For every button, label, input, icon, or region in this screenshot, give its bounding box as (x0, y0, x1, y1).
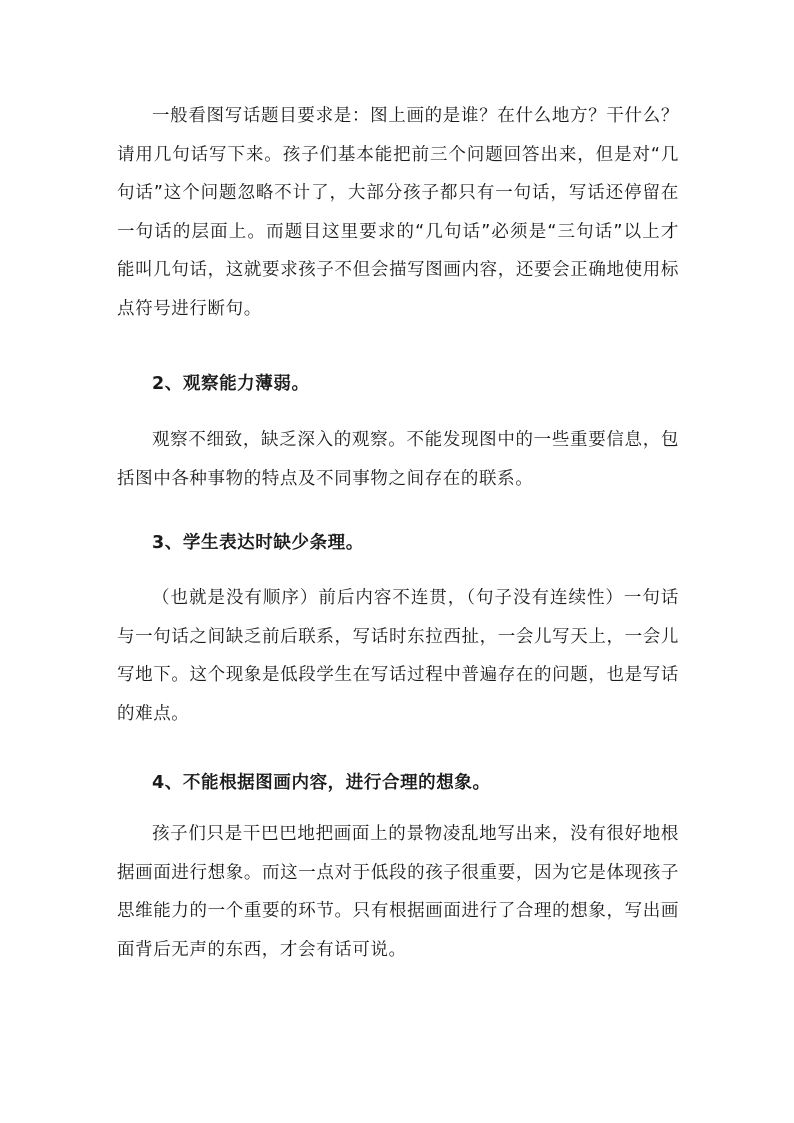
heading-observation-weak: 2、观察能力薄弱。 (152, 374, 310, 394)
paragraph-writing-requirements: 一般看图写话题目要求是：图上画的是谁？在什么地方？干什么？请用几句话写下来。孩子们基本能把前三个问题回答出来，但是对“几句话”这个问题忽略不计了，大部分孩子都只有一句话，写话还停留在一句话的层面上。而题目这里要求的“几句话”必须是“三句话”以上才能叫几句话，这就要求孩子不但会描写图画内容，还要会正确地使用标点符号进行断句。 (117, 106, 679, 319)
paragraph-observation: 观察不细致，缺乏深入的观察。不能发现图中的一些重要信息，包括图中各种事物的特点及不同事物之间存在的联系。 (117, 430, 679, 489)
heading-imagination: 4、不能根据图画内容，进行合理的想象。 (152, 773, 491, 793)
paragraph-imagination: 孩子们只是干巴巴地把画面上的景物凌乱地写出来，没有很好地根据画面进行想象。而这一点对于低段的孩子很重要，因为它是体现孩子思维能力的一个重要的环节。只有根据画面进行了合理的想象，写出画面背后无声的东西，才会有话可说。 (117, 824, 679, 960)
heading-expression-disorder: 3、学生表达时缺少条理。 (152, 533, 364, 553)
paragraph-expression: （也就是没有顺序）前后内容不连贯，（句子没有连续性）一句话与一句话之间缺乏前后联系，写话时东拉西扯，一会儿写天上，一会儿写地下。这个现象是低段学生在写话过程中普遍存在的问题，也是写话的难点。 (117, 588, 679, 724)
